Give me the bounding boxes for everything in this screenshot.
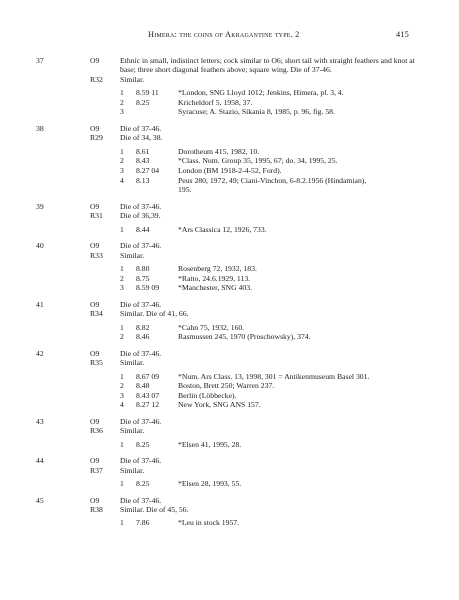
reverse-row — [0, 211, 459, 220]
specimen-reference: *Manchester, SNG 403. — [178, 283, 252, 293]
spacer — [0, 293, 459, 300]
spacer — [0, 342, 459, 349]
reverse-description: Similar. — [120, 465, 145, 475]
specimen-reference: London (BM 1918-2-4-52, Ford). — [178, 165, 282, 175]
specimen-reference: Rosenberg 72, 1932, 183. — [178, 263, 257, 273]
specimen-weight-axis: 8.82 — [136, 322, 150, 332]
obverse-die: O9 — [90, 495, 100, 505]
specimen-weight-axis: 8.67 09 — [136, 371, 160, 381]
reverse-row — [0, 466, 459, 475]
specimen-reference: Dorotheum 415, 1982, 10. — [178, 146, 260, 156]
entry-number: 37 — [36, 56, 44, 65]
entry-number: 40 — [36, 241, 44, 251]
specimen-row — [0, 381, 459, 391]
specimen-index: 4 — [120, 175, 124, 185]
specimen-row — [0, 323, 459, 333]
specimen-index: 2 — [120, 381, 124, 391]
specimen-index: 2 — [120, 156, 124, 166]
specimen-index: 3 — [120, 283, 124, 293]
specimen-row — [0, 107, 459, 117]
specimen-row — [0, 176, 459, 186]
reverse-description: Similar. Die of 41, 66. — [120, 309, 189, 319]
obverse-description: Die of 37-46. — [120, 495, 162, 505]
specimen-index: 1 — [120, 371, 124, 381]
specimen-reference: *Cahn 75, 1932, 160. — [178, 322, 245, 332]
specimen-index: 2 — [120, 273, 124, 283]
catalogue-entry — [0, 241, 459, 300]
reverse-die: R29 — [90, 133, 103, 143]
specimen-reference: *Class. Num. Group 35, 1995, 67; do. 34, 1995, 25. — [178, 156, 338, 166]
reverse-row — [0, 133, 459, 142]
specimen-reference: *Ars Classica 12, 1926, 733. — [178, 224, 267, 234]
spacer — [0, 528, 459, 535]
specimen-row — [0, 518, 459, 528]
entry-number: 45 — [36, 495, 44, 505]
catalogue-entry — [0, 349, 459, 417]
specimen-weight-axis: 8.25 — [136, 439, 150, 449]
spacer — [0, 117, 459, 124]
specimen-index: 1 — [120, 263, 124, 273]
catalogue-entry — [0, 456, 459, 495]
specimen-weight-axis: 8.59 11 — [136, 88, 159, 98]
spacer — [0, 195, 459, 202]
catalogue-entries — [0, 56, 459, 535]
specimen-index: 1 — [120, 518, 124, 528]
specimen-index: 1 — [120, 322, 124, 332]
reverse-row — [0, 505, 459, 514]
specimen-row — [0, 479, 459, 489]
specimen-weight-axis: 8.59 09 — [136, 283, 160, 293]
page-number: 415 — [395, 30, 409, 39]
specimen-weight-axis: 7.86 — [136, 518, 150, 528]
specimen-weight-axis: 8.25 — [136, 479, 150, 489]
specimen-index: 1 — [120, 88, 124, 98]
specimen-reference: New York, SNG ANS 157. — [178, 400, 261, 410]
reverse-description: Similar. Die of 45, 56. — [120, 505, 189, 515]
specimen-weight-axis: 8.13 — [136, 175, 150, 185]
obverse-description: Die of 37-46. — [120, 241, 162, 251]
specimen-weight-axis: 8.80 — [136, 263, 150, 273]
obverse-die: O9 — [90, 299, 100, 309]
specimen-weight-axis: 8.27 12 — [136, 400, 160, 410]
specimen-reference: Rasmussen 245, 1970 (Proschowsky), 374. — [178, 332, 311, 342]
reverse-die: R35 — [90, 358, 103, 368]
reverse-die: R34 — [90, 309, 103, 319]
entry-number: 38 — [36, 123, 44, 133]
running-header — [148, 30, 409, 39]
specimen-weight-axis: 8.43 — [136, 156, 150, 166]
specimen-reference: *Ratto, 24.6.1929, 113. — [178, 273, 251, 283]
specimen-row — [0, 372, 459, 382]
obverse-die: O9 — [90, 456, 100, 466]
specimen-index: 4 — [120, 400, 124, 410]
catalogue-entry — [0, 124, 459, 202]
reverse-description: Similar. — [120, 358, 145, 368]
reverse-row — [0, 309, 459, 318]
entry-number: 44 — [36, 456, 44, 466]
specimen-weight-axis: 8.25 — [136, 97, 150, 107]
obverse-die: O9 — [90, 123, 100, 133]
specimen-row — [0, 147, 459, 157]
reverse-description: Similar. — [120, 250, 145, 260]
specimen-weight-axis: 8.46 — [136, 332, 150, 342]
specimen-reference: Kricheldorf 5, 1958, 37. — [178, 97, 253, 107]
obverse-die: O9 — [90, 416, 100, 426]
reverse-row — [0, 358, 459, 367]
obverse-description: Die of 37-46. — [120, 299, 162, 309]
obverse-die: O9 — [90, 348, 100, 358]
specimen-row — [0, 166, 459, 176]
specimen-reference: Syracuse; A. Stazio, Sikania 8, 1985, p. 96, fig. 58. — [178, 107, 335, 117]
specimen-row — [0, 185, 459, 195]
reverse-description: Similar. — [120, 426, 145, 436]
spacer — [0, 449, 459, 456]
obverse-die: O9 — [90, 201, 100, 211]
reverse-die: R36 — [90, 426, 103, 436]
obverse-description: Die of 37-46. — [120, 348, 162, 358]
specimen-row — [0, 88, 459, 98]
specimen-reference: Berlin (Löbbecke). — [178, 390, 237, 400]
specimen-index: 3 — [120, 107, 124, 117]
entry-number: 39 — [36, 201, 44, 211]
specimen-reference: 195. — [178, 185, 192, 195]
specimen-index: 2 — [120, 97, 124, 107]
specimen-row — [0, 98, 459, 108]
reverse-row — [0, 251, 459, 260]
reverse-die: R33 — [90, 250, 103, 260]
specimen-row — [0, 332, 459, 342]
reverse-die: R31 — [90, 211, 103, 221]
obverse-description: Die of 37-46. — [120, 123, 162, 133]
specimen-reference: Boston, Brett 250; Warren 237. — [178, 381, 275, 391]
specimen-reference: *Leu in stock 1957. — [178, 518, 240, 528]
reverse-description: Die of 36,39. — [120, 211, 161, 221]
specimen-row — [0, 156, 459, 166]
running-title: Himera: the coins of Akragantine type. 2 — [148, 30, 300, 39]
specimen-row — [0, 283, 459, 293]
spacer — [0, 234, 459, 241]
specimen-row — [0, 440, 459, 450]
catalogue-entry — [0, 496, 459, 535]
specimen-index: 1 — [120, 224, 124, 234]
specimen-weight-axis: 8.48 — [136, 381, 150, 391]
specimen-reference: *Elsen 41, 1995, 28. — [178, 439, 242, 449]
specimen-row — [0, 274, 459, 284]
catalogue-entry — [0, 417, 459, 456]
entry-number: 41 — [36, 299, 44, 309]
entry-number: 43 — [36, 416, 44, 426]
reverse-description: Die of 34, 38. — [120, 133, 163, 143]
reverse-die: R38 — [90, 505, 103, 515]
reverse-die: R32 — [90, 74, 103, 84]
specimen-weight-axis: 8.43 07 — [136, 390, 160, 400]
catalogue-entry — [0, 56, 459, 124]
reverse-die: R37 — [90, 465, 103, 475]
obverse-description: Die of 37-46. — [120, 201, 162, 211]
obverse-description: Ethnic in small, indistinct letters; cock similar to O6; short tail with straight feathers and knot at base; three short diagonal feathers above; square wing. Die of 37-46. — [120, 56, 415, 75]
specimen-weight-axis: 8.44 — [136, 224, 150, 234]
specimen-index: 1 — [120, 439, 124, 449]
spacer — [0, 410, 459, 417]
specimen-row — [0, 264, 459, 274]
specimen-reference: *London, SNG Lloyd 1012; Jenkins, Himera, pl. 3, 4. — [178, 88, 344, 98]
specimen-index: 3 — [120, 390, 124, 400]
obverse-description: Die of 37-46. — [120, 416, 162, 426]
specimen-index: 1 — [120, 146, 124, 156]
specimen-reference: *Num. Ars Class. 13, 1998, 301 = Antikenmuseum Basel 301. — [178, 371, 370, 381]
specimen-index: 1 — [120, 479, 124, 489]
catalogue-entry — [0, 300, 459, 349]
specimen-weight-axis: 8.75 — [136, 273, 150, 283]
specimen-reference: Peus 280, 1972, 49; Ciani-Vinchon, 6-8.2.1956 (Hindamian), — [178, 175, 367, 185]
reverse-row — [0, 75, 459, 84]
specimen-reference: *Elsen 28, 1993, 55. — [178, 479, 242, 489]
obverse-description: Die of 37-46. — [120, 456, 162, 466]
specimen-row — [0, 400, 459, 410]
specimen-weight-axis: 8.27 04 — [136, 165, 160, 175]
catalogue-entry — [0, 202, 459, 241]
obverse-die: O9 — [90, 241, 100, 251]
specimen-row — [0, 225, 459, 235]
specimen-index: 3 — [120, 165, 124, 175]
reverse-row — [0, 426, 459, 435]
spacer — [0, 489, 459, 496]
specimen-index: 2 — [120, 332, 124, 342]
reverse-description: Similar. — [120, 74, 145, 84]
entry-number: 42 — [36, 348, 44, 358]
obverse-die: O9 — [90, 56, 100, 65]
specimen-row — [0, 391, 459, 401]
specimen-weight-axis: 8.61 — [136, 146, 150, 156]
